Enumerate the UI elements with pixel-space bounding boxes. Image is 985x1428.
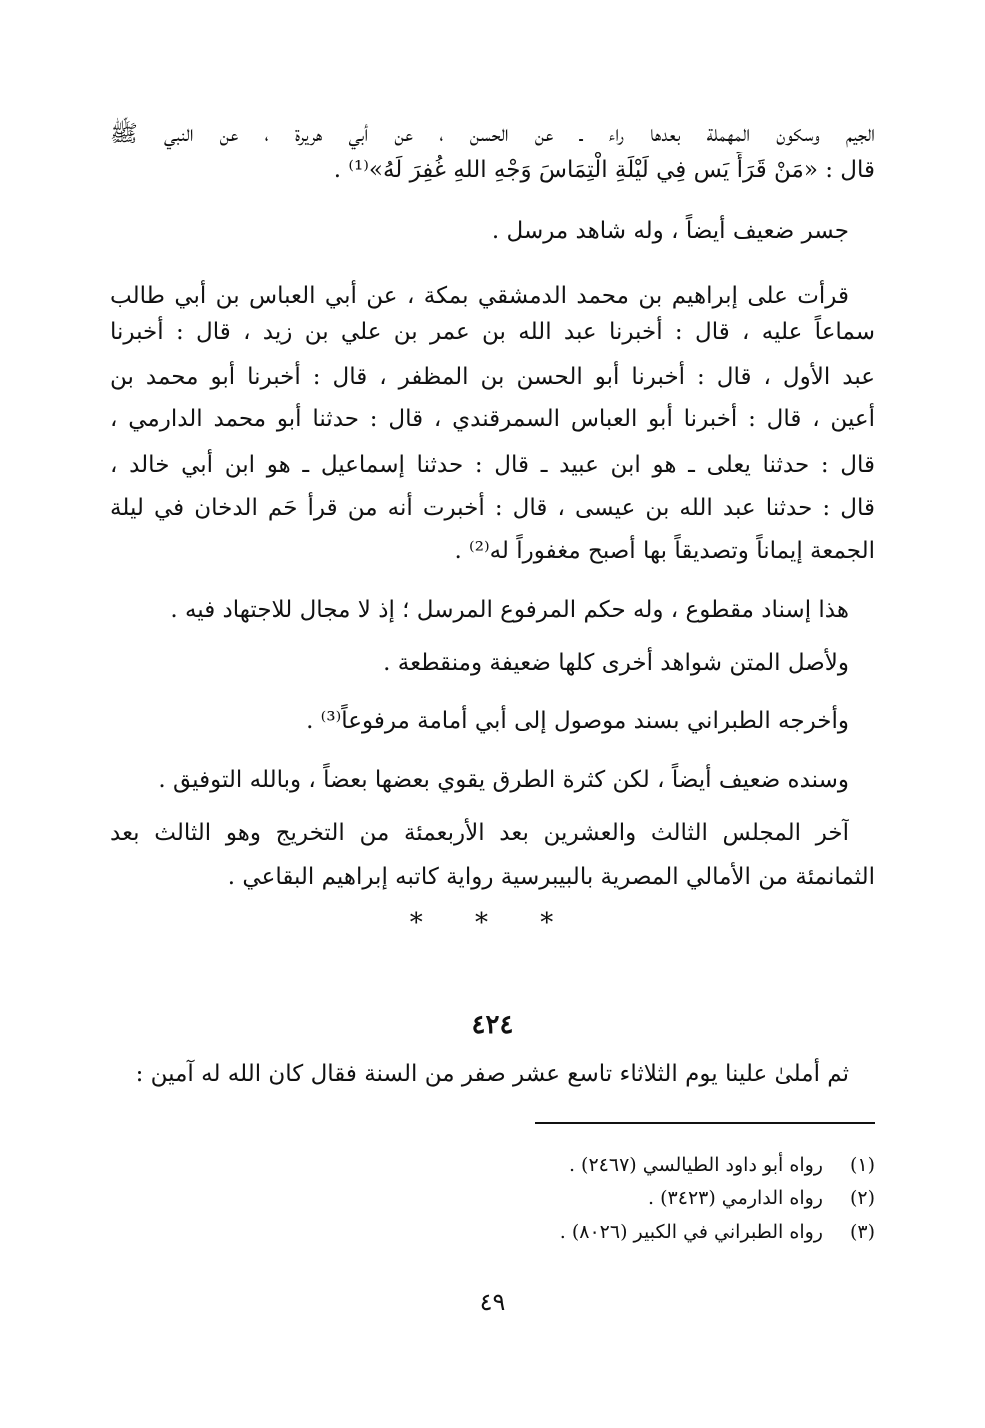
body-line: وأخرجه الطبراني بسند موصول إلى أبي أمامة مرفوعاً⁽³⁾ .: [306, 708, 849, 734]
footnote: [375, 1184, 875, 1212]
body-line: عبد الأول ، قال : أخبرنا أبو الحسن بن المظفر ، قال : أخبرنا أبو محمد بن: [110, 364, 875, 390]
section-separator: * * *: [409, 908, 576, 938]
footnote-text: رواه الدارمي (٣٤٢٣) .: [648, 1187, 823, 1209]
footnote-number: (١): [849, 1154, 875, 1176]
body-line: الجمعة إيماناً وتصديقاً بها أصبح مغفوراً له⁽²⁾ .: [454, 538, 875, 564]
page-number: ٤٩: [479, 1288, 506, 1316]
footnote: [375, 1151, 875, 1179]
body-line: قال : حدثنا عبد الله بن عيسى ، قال : أخبرت أنه من قرأ حَم الدخان في ليلة: [110, 495, 875, 521]
body-line: وسنده ضعيف أيضاً ، لكن كثرة الطرق يقوي بعضها بعضاً ، وبالله التوفيق .: [158, 767, 849, 793]
intro-line: ثم أملىٰ علينا يوم الثلاثاء تاسع عشر صفر من السنة فقال كان الله له آمين :: [135, 1061, 849, 1087]
footnote-number: (٣): [849, 1221, 875, 1243]
body-line: ولأصل المتن شواهد أخرى كلها ضعيفة ومنقطعة .: [383, 650, 849, 676]
body-line: أعين ، قال : أخبرنا أبو العباس السمرقندي ، قال : حدثنا أبو محمد الدارمي ،: [110, 406, 875, 432]
body-line: قال : «مَنْ قَرَأَ يَس فِي لَيْلَةِ الْتِمَاسَ وَجْهِ اللهِ غُفِرَ لَهُ»⁽¹⁾ .: [333, 157, 875, 183]
body-line: سماعاً عليه ، قال : أخبرنا عبد الله بن عمر بن علي بن زيد ، قال : أخبرنا: [110, 319, 875, 345]
footnote: [375, 1218, 875, 1246]
body-line: الثمانمئة من الأمالي المصرية بالبيبرسية رواية كاتبه إبراهيم البقاعي .: [227, 864, 875, 890]
body-line: جسر ضعيف أيضاً ، وله شاهد مرسل .: [491, 218, 849, 244]
section-number: ٤٢٤: [471, 1010, 514, 1040]
footnote-rule: [535, 1122, 875, 1124]
footnote-number: (٢): [849, 1187, 875, 1209]
body-line: هذا إسناد مقطوع ، وله حكم المرفوع المرسل ؛ إذ لا مجال للاجتهاد فيه .: [170, 597, 849, 623]
body-line: الجيم وسكون المهملة بعدها راء ـ عن الحسن ، عن أبي هريرة ، عن النبي ﷺ: [110, 121, 875, 147]
body-line: قرأت على إبراهيم بن محمد الدمشقي بمكة ، عن أبي العباس بن أبي طالب: [110, 283, 849, 309]
footnote-text: رواه الطبراني في الكبير (٨٠٢٦) .: [559, 1221, 823, 1243]
body-line: آخر المجلس الثالث والعشرين بعد الأربعمئة من التخريج وهو الثالث بعد: [110, 820, 849, 846]
body-line: قال : حدثنا يعلى ـ هو ابن عبيد ـ قال : حدثنا إسماعيل ـ هو ابن أبي خالد ،: [110, 452, 875, 478]
footnote-text: رواه أبو داود الطيالسي (٢٤٦٧) .: [568, 1154, 823, 1176]
